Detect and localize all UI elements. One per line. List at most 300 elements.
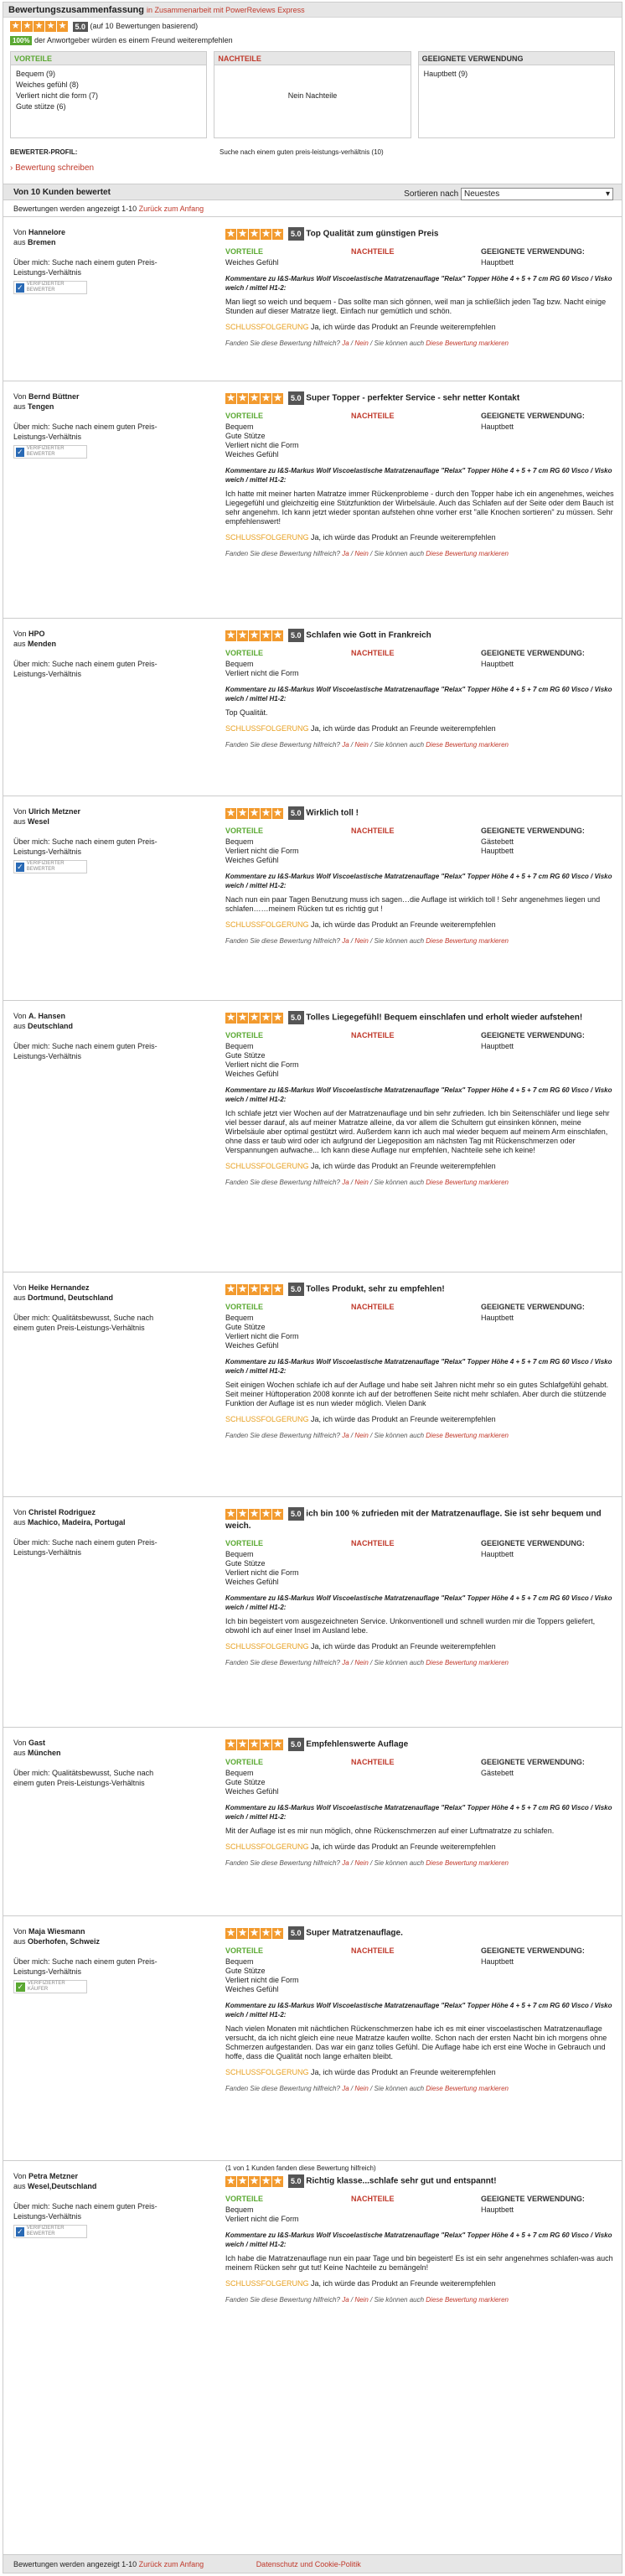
review-pro-item: Bequem — [225, 2205, 254, 2214]
review-use-item: Gästebett — [481, 837, 514, 846]
helpful-yes-link[interactable]: Ja — [342, 741, 349, 749]
summary-based-on: (auf 10 Bewertungen basierend) — [90, 21, 199, 30]
reviewer-name-value: Bernd Büttner — [28, 392, 80, 401]
review-title-row — [225, 227, 615, 241]
von-label: Von — [13, 2172, 29, 2180]
review-use-header: GEEIGNETE VERWENDUNG: — [481, 247, 585, 256]
flag-review-link[interactable]: Diese Bewertung markieren — [426, 550, 509, 557]
star-icon: ★ — [226, 2175, 235, 2186]
flag-review-link[interactable]: Diese Bewertung markieren — [426, 339, 509, 347]
summary-stars — [10, 21, 68, 32]
review-pro-item: Gute Stütze — [225, 1778, 266, 1786]
helpful-row: Fanden Sie diese Bewertung hilfreich? Ja / Nein / Sie können auch Diese Bewertung markieren — [225, 937, 509, 945]
aus-label: aus — [13, 817, 28, 826]
sort-control — [404, 186, 613, 203]
reviewer-info — [13, 1738, 164, 1788]
review-conclusion — [225, 1415, 615, 1424]
star-icon: ★ — [261, 1012, 271, 1023]
review-conclusion — [225, 533, 615, 542]
review-score: 5.0 — [288, 806, 304, 820]
star-icon: ★ — [261, 228, 271, 239]
helpful-no-link[interactable]: Nein — [354, 1432, 369, 1439]
von-label: Von — [13, 630, 29, 638]
review-comment-heading: Kommentare zu I&S-Markus Wolf Viscoelastische Matratzenauflage "Relax" Topper Höhe 4 + 5 + 7 cm RG 60 Visco / Visko weich / mittel H1-2: — [225, 2002, 612, 2019]
reviewer-location — [13, 402, 164, 412]
helpful-no-link[interactable]: Nein — [354, 1859, 369, 1867]
star-icon: ★ — [46, 21, 55, 31]
helpful-row: Fanden Sie diese Bewertung hilfreich? Ja / Nein / Sie können auch Diese Bewertung markieren — [225, 741, 509, 749]
review-cons — [351, 1303, 481, 1350]
profile-value: Suche nach einem guten preis-leistungs-verhältnis (10) — [220, 148, 384, 156]
review-stars — [225, 1013, 283, 1024]
star-icon: ★ — [226, 1739, 235, 1749]
reviewer-location-value: Menden — [28, 640, 57, 648]
reviewer-info — [13, 1283, 164, 1333]
review-pro-item: Weiches Gefühl — [225, 1787, 279, 1796]
review-pros-header: VORTEILE — [225, 1031, 264, 1039]
reviewer-name — [13, 629, 164, 639]
reviewer-info — [13, 1507, 164, 1558]
use-list — [419, 65, 614, 83]
review-use-header: GEEIGNETE VERWENDUNG: — [481, 827, 585, 835]
flag-review-link[interactable]: Diese Bewertung markieren — [426, 937, 509, 945]
helpful-no-link[interactable]: Nein — [354, 741, 369, 749]
review-pro-item: Bequem — [225, 1550, 254, 1558]
review-pros-header: VORTEILE — [225, 412, 264, 420]
helpful-no-link[interactable]: Nein — [354, 1659, 369, 1666]
review-pro-item: Verliert nicht die Form — [225, 1060, 299, 1069]
review-text: Ich bin begeistert vom ausgezeichneten Service. Unkonventionell und schnell wurden mir die Toppers geliefert, obwohl ich auf einer Insel im Ausland lebe. — [225, 1617, 596, 1635]
star-icon: ★ — [226, 228, 235, 239]
review-stars — [225, 393, 283, 404]
helpful-yes-link[interactable]: Ja — [342, 339, 349, 347]
review-comment-heading: Kommentare zu I&S-Markus Wolf Viscoelastische Matratzenauflage "Relax" Topper Höhe 4 + 5 + 7 cm RG 60 Visco / Visko weich / mittel H1-2: — [225, 686, 612, 702]
review-stars — [225, 630, 283, 641]
star-icon: ★ — [250, 1508, 259, 1519]
helpful-yes-link[interactable]: Ja — [342, 1179, 349, 1186]
pros-item: Gute stütze (6) — [16, 102, 66, 111]
reviewer-profile-text: Über mich: Suche nach einem guten Preis-Leistungs-Verhältnis — [13, 837, 158, 856]
helpful-yes-link[interactable]: Ja — [342, 1432, 349, 1439]
review-pro-item: Bequem — [225, 660, 254, 668]
review-text: Ich hatte mit meiner harten Matratze immer Rückenprobleme - durch den Topper habe ich ein angenehmes, weiches Liegegefühl und gleichzeitig eine Stützfunktion der Wirbelsäule. Auch das Schlafen auf der Seite oder dem Bauch ist sehr angenehm. Ich kann jetzt wieder spontan aufstehen ohne vorher erst "alle Knochen sortieren" zu müssen. Sehr empfehlenswert! — [225, 490, 614, 526]
helpful-no-link[interactable]: Nein — [354, 2085, 369, 2092]
reviewer-profile-text: Über mich: Suche nach einem guten Preis-Leistungs-Verhältnis — [13, 422, 158, 441]
star-icon: ★ — [273, 1739, 282, 1749]
star-icon: ★ — [250, 1283, 259, 1294]
review-score: 5.0 — [288, 227, 304, 241]
conclusion-text: Ja, ich würde das Produkt an Freunde weiterempfehlen — [311, 1642, 496, 1651]
reviewer-location — [13, 639, 164, 649]
helpful-row: Fanden Sie diese Bewertung hilfreich? Ja / Nein / Sie können auch Diese Bewertung markieren — [225, 1179, 509, 1186]
star-icon: ★ — [250, 807, 259, 818]
review-pro-item: Verliert nicht die Form — [225, 2215, 299, 2223]
conclusion-label: SCHLUSSFOLGERUNG — [225, 1843, 309, 1851]
review-comment-heading: Kommentare zu I&S-Markus Wolf Viscoelastische Matratzenauflage "Relax" Topper Höhe 4 + 5 + 7 cm RG 60 Visco / Visko weich / mittel H1-2: — [225, 1594, 612, 1611]
flag-prefix: Sie können auch — [374, 1432, 426, 1439]
helpful-no-link[interactable]: Nein — [354, 1179, 369, 1186]
sort-label: Sortieren nach — [404, 189, 459, 199]
von-label: Von — [13, 392, 29, 401]
review-title: Super Matratzenauflage. — [306, 1928, 403, 1938]
aus-label: aus — [13, 1749, 28, 1757]
star-icon: ★ — [23, 21, 32, 31]
reviewer-name-value: Gast — [28, 1739, 46, 1747]
review-stars — [225, 2176, 283, 2187]
check-icon: ✓ — [17, 2226, 23, 2236]
star-icon: ★ — [238, 630, 247, 640]
helpful-row: Fanden Sie diese Bewertung hilfreich? Ja / Nein / Sie können auch Diese Bewertung markieren — [225, 339, 509, 347]
star-icon: ★ — [250, 1739, 259, 1749]
conclusion-label: SCHLUSSFOLGERUNG — [225, 2279, 309, 2288]
review-cons — [351, 2195, 481, 2224]
reviewer-name — [13, 1283, 164, 1293]
review-item — [3, 1272, 622, 1496]
star-icon: ★ — [238, 1739, 247, 1749]
von-label: Von — [13, 228, 29, 236]
review-pro-item: Verliert nicht die Form — [225, 669, 299, 677]
review-score: 5.0 — [288, 391, 304, 405]
flag-prefix: Sie können auch — [374, 550, 426, 557]
review-pros — [225, 1758, 351, 1796]
review-use-item: Hauptbett — [481, 1957, 514, 1966]
review-item — [3, 1915, 622, 2160]
review-title: Top Qualität zum günstigen Preis — [306, 229, 439, 239]
review-uses — [481, 2195, 615, 2224]
star-icon: ★ — [273, 1012, 282, 1023]
review-pro-item: Verliert nicht die Form — [225, 1568, 299, 1577]
reviewer-location-value: Tengen — [28, 402, 54, 411]
helpful-row: Fanden Sie diese Bewertung hilfreich? Ja / Nein / Sie können auch Diese Bewertung markieren — [225, 2085, 509, 2092]
review-item — [3, 796, 622, 1000]
reviewer-name-value: HPO — [28, 630, 45, 638]
review-pro-item: Weiches Gefühl — [225, 856, 279, 864]
review-title: Tolles Liegegefühl! Bequem einschlafen und erholt wieder aufstehen! — [306, 1013, 583, 1023]
review-title-row — [225, 2174, 615, 2188]
reviewer-location — [13, 1021, 164, 1031]
flag-review-link[interactable]: Diese Bewertung markieren — [426, 1659, 509, 1666]
review-cons-header: NACHTEILE — [351, 1946, 395, 1955]
review-use-item: Hauptbett — [481, 660, 514, 668]
star-icon: ★ — [261, 1739, 271, 1749]
review-item — [3, 2160, 622, 2366]
flag-review-link[interactable]: Diese Bewertung markieren — [426, 1179, 509, 1186]
conclusion-text: Ja, ich würde das Produkt an Freunde weiterempfehlen — [311, 323, 496, 331]
review-cons — [351, 1946, 481, 1994]
review-title-row — [225, 1283, 615, 1296]
star-icon: ★ — [238, 392, 247, 403]
footer-back-link[interactable]: Zurück zum Anfang — [138, 2560, 204, 2568]
review-item — [3, 1000, 622, 1272]
review-comment-heading: Kommentare zu I&S-Markus Wolf Viscoelastische Matratzenauflage "Relax" Topper Höhe 4 + 5 + 7 cm RG 60 Visco / Visko weich / mittel H1-2: — [225, 1086, 612, 1103]
reviewer-location-value: Oberhofen, Schweiz — [28, 1937, 101, 1946]
review-pros-header: VORTEILE — [225, 2195, 264, 2203]
review-pro-item: Weiches Gefühl — [225, 450, 279, 459]
write-review-link[interactable]: Bewertung schreiben — [15, 163, 95, 173]
review-attributes — [225, 827, 615, 865]
star-icon: ★ — [226, 1508, 235, 1519]
review-pros-header: VORTEILE — [225, 1758, 264, 1766]
flag-review-link[interactable]: Diese Bewertung markieren — [426, 1432, 509, 1439]
pros-item: Bequem (9) — [16, 70, 56, 78]
flag-prefix: Sie können auch — [374, 2296, 426, 2304]
reviewer-name — [13, 2171, 164, 2181]
pager-top — [3, 200, 622, 217]
review-pro-item: Verliert nicht die Form — [225, 847, 299, 855]
star-icon: ★ — [273, 1283, 282, 1294]
helpful-yes-link[interactable]: Ja — [342, 1859, 349, 1867]
von-label: Von — [13, 1012, 29, 1020]
review-comment-heading: Kommentare zu I&S-Markus Wolf Viscoelastische Matratzenauflage "Relax" Topper Höhe 4 + 5 + 7 cm RG 60 Visco / Visko weich / mittel H1-2: — [225, 1358, 612, 1375]
reviewer-location-value: Deutschland — [28, 1022, 74, 1030]
review-text: Seit einigen Wochen schlafe ich auf der Auflage und habe seit Jahren nicht mehr so ein gutes Schlafgefühl gehabt. Seit meiner Hüftoperation 2008 konnte ich auf der betroffenen Seite nicht mehr schlafen. Aber durch die stützende Funktion der Auflage ist es nun wieder möglich. Vielen Dank — [225, 1381, 609, 1407]
helpful-question: Fanden Sie diese Bewertung hilfreich? — [225, 741, 343, 749]
star-icon: ★ — [226, 1927, 235, 1938]
helpful-no-link[interactable]: Nein — [354, 2296, 369, 2304]
reviewer-name — [13, 806, 164, 816]
review-pros-header: VORTEILE — [225, 247, 264, 256]
review-body — [225, 1738, 615, 1868]
aus-label: aus — [13, 1022, 28, 1030]
star-icon: ★ — [250, 2175, 259, 2186]
star-icon: ★ — [226, 392, 235, 403]
review-title-row — [225, 1011, 615, 1024]
von-label: Von — [13, 1739, 29, 1747]
reviewer-profile-text: Über mich: Suche nach einem guten Preis-Leistungs-Verhältnis — [13, 1042, 158, 1060]
review-comment-heading: Kommentare zu I&S-Markus Wolf Viscoelastische Matratzenauflage "Relax" Topper Höhe 4 + 5 + 7 cm RG 60 Visco / Visko weich / mittel H1-2: — [225, 1804, 612, 1821]
sort-bar — [3, 184, 622, 200]
reviewer-location — [13, 1517, 164, 1527]
helpful-question: Fanden Sie diese Bewertung hilfreich? — [225, 1179, 343, 1186]
reviewer-profile-text: Über mich: Suche nach einem guten Preis-Leistungs-Verhältnis — [13, 1957, 158, 1976]
helpful-yes-link[interactable]: Ja — [342, 2085, 349, 2092]
review-conclusion — [225, 1843, 615, 1852]
review-item — [3, 217, 622, 381]
helpful-row: Fanden Sie diese Bewertung hilfreich? Ja / Nein / Sie können auch Diese Bewertung markieren — [225, 1859, 509, 1867]
pros-item: Weiches gefühl (8) — [16, 80, 79, 89]
star-icon: ★ — [261, 1508, 271, 1519]
conclusion-text: Ja, ich würde das Produkt an Freunde weiterempfehlen — [311, 920, 496, 929]
star-icon: ★ — [238, 807, 247, 818]
flag-review-link[interactable]: Diese Bewertung markieren — [426, 2296, 509, 2304]
reviewer-location-value: Bremen — [28, 238, 56, 246]
review-pros-header: VORTEILE — [225, 649, 264, 657]
flag-review-link[interactable]: Diese Bewertung markieren — [426, 1859, 509, 1867]
summary-score: 5.0 — [73, 22, 89, 32]
review-uses — [481, 412, 615, 459]
review-cons — [351, 412, 481, 459]
review-list — [3, 217, 622, 2366]
pros-header: VORTEILE — [11, 52, 206, 65]
review-cons — [351, 827, 481, 865]
flag-prefix: Sie können auch — [374, 937, 426, 945]
review-use-item: Hauptbett — [481, 258, 514, 267]
von-label: Von — [13, 1927, 29, 1936]
conclusion-text: Ja, ich würde das Produkt an Freunde weiterempfehlen — [311, 1162, 496, 1170]
star-icon: ★ — [238, 1508, 247, 1519]
star-icon: ★ — [58, 21, 67, 31]
helpful-row: Fanden Sie diese Bewertung hilfreich? Ja / Nein / Sie können auch Diese Bewertung markieren — [225, 2296, 509, 2304]
conclusion-text: Ja, ich würde das Produkt an Freunde weiterempfehlen — [311, 2068, 496, 2076]
helpful-yes-link[interactable]: Ja — [342, 2296, 349, 2304]
review-cons — [351, 247, 481, 267]
conclusion-label: SCHLUSSFOLGERUNG — [225, 920, 309, 929]
helpful-yes-link[interactable]: Ja — [342, 937, 349, 945]
review-text: Ich habe die Matratzenauflage nun ein paar Tage und bin begeistert! Es ist ein sehr angenehmes schlafen-was auch meinem Rücken sehr gut tut! Keine Nachteile zu bemängeln! — [225, 2254, 613, 2272]
reviewer-name-value: Maja Wiesmann — [28, 1927, 85, 1936]
privacy-link[interactable]: Datenschutz und Cookie-Politik — [256, 2560, 361, 2568]
review-pro-item: Bequem — [225, 422, 254, 431]
verified-badge — [13, 445, 87, 459]
verified-badge-label: VERIFIZIERTER BEWERTER — [26, 2226, 65, 2237]
helpful-yes-link[interactable]: Ja — [342, 1659, 349, 1666]
review-attributes — [225, 247, 615, 267]
conclusion-text: Ja, ich würde das Produkt an Freunde weiterempfehlen — [311, 1415, 496, 1423]
summary-note: in Zusammenarbeit mit PowerReviews Express — [147, 6, 305, 14]
reviewer-info — [13, 629, 164, 679]
aus-label: aus — [13, 1937, 28, 1946]
reviewer-location — [13, 1748, 164, 1758]
review-attributes — [225, 1946, 615, 1994]
review-comment-heading: Kommentare zu I&S-Markus Wolf Viscoelastische Matratzenauflage "Relax" Topper Höhe 4 + 5 + 7 cm RG 60 Visco / Visko weich / mittel H1-2: — [225, 873, 612, 889]
cons-column — [214, 51, 411, 138]
reviewer-location-value: Machico, Madeira, Portugal — [28, 1518, 126, 1526]
reviewer-info — [13, 2171, 164, 2238]
verified-badge-label: VERIFIZIERTER BEWERTER — [26, 446, 65, 457]
review-use-header: GEEIGNETE VERWENDUNG: — [481, 412, 585, 420]
reviewer-profile-text: Über mich: Suche nach einem guten Preis-Leistungs-Verhältnis — [13, 2202, 158, 2221]
review-title-row — [225, 629, 615, 642]
verified-badge — [13, 281, 87, 294]
conclusion-label: SCHLUSSFOLGERUNG — [225, 1415, 309, 1423]
review-use-item: Hauptbett — [481, 1550, 514, 1558]
reviewer-profile-text: Über mich: Qualitätsbewusst, Suche nach einem guten Preis-Leistungs-Verhältnis — [13, 1769, 154, 1787]
review-text: Mit der Auflage ist es mir nun möglich, ohne Rückenschmerzen auf einer Luftmatratze zu schlafen. — [225, 1827, 555, 1835]
review-body — [225, 1926, 615, 2093]
review-pros — [225, 827, 351, 865]
review-uses — [481, 1303, 615, 1350]
conclusion-label: SCHLUSSFOLGERUNG — [225, 1162, 309, 1170]
star-icon: ★ — [261, 630, 271, 640]
review-conclusion — [225, 724, 615, 733]
review-use-item: Hauptbett — [481, 847, 514, 855]
review-conclusion — [225, 323, 615, 332]
back-to-top-link[interactable]: Zurück zum Anfang — [138, 205, 204, 213]
helpful-question: Fanden Sie diese Bewertung hilfreich? — [225, 937, 343, 945]
recommend-percent: 100% — [10, 36, 32, 45]
helpful-yes-link[interactable]: Ja — [342, 550, 349, 557]
review-uses — [481, 1539, 615, 1587]
review-pros — [225, 412, 351, 459]
reviewer-name — [13, 1926, 164, 1936]
verified-badge-label: VERIFIZIERTER BEWERTER — [26, 861, 65, 872]
reviewer-name — [13, 1011, 164, 1021]
helpful-no-link[interactable]: Nein — [354, 937, 369, 945]
review-use-item: Gästebett — [481, 1769, 514, 1777]
review-body — [225, 1507, 615, 1667]
write-review-row — [3, 162, 622, 184]
review-pro-item: Gute Stütze — [225, 1323, 266, 1331]
aus-label: aus — [13, 238, 28, 246]
helpful-question: Fanden Sie diese Bewertung hilfreich? — [225, 1859, 343, 1867]
conclusion-text: Ja, ich würde das Produkt an Freunde weiterempfehlen — [311, 724, 496, 733]
review-cons-header: NACHTEILE — [351, 827, 395, 835]
summary-header — [3, 3, 622, 18]
helpful-row: Fanden Sie diese Bewertung hilfreich? Ja / Nein / Sie können auch Diese Bewertung markieren — [225, 1432, 509, 1439]
review-attributes — [225, 1031, 615, 1079]
review-cons — [351, 1758, 481, 1796]
review-use-item: Hauptbett — [481, 2205, 514, 2214]
review-stars — [225, 1739, 283, 1750]
recommend-text: der Anwortgeber würden es einem Freund weiterempfehlen — [34, 36, 233, 44]
review-title: Super Topper - perfekter Service - sehr netter Kontakt — [306, 393, 520, 403]
aus-label: aus — [13, 1518, 28, 1526]
conclusion-text: Ja, ich würde das Produkt an Freunde weiterempfehlen — [311, 533, 496, 542]
use-header: GEEIGNETE VERWENDUNG — [419, 52, 614, 65]
reviewer-name-value: Heike Hernandez — [28, 1283, 90, 1292]
cons-header: NACHTEILE — [214, 52, 410, 65]
review-text: Ich schlafe jetzt vier Wochen auf der Matratzenauflage und bin sehr zufrieden. Ich bin Seitenschläfer und liege sehr viel besser darauf, als auf meiner Matratze alleine, da vor allem die Schultern gut einsinken können, meine Wirbelsäule aber optimal gestützt wird. Außerdem kann ich auch mal wieder bequem auf meinem Arm einschlafen, ohne dass er taub wird oder ich aufgrund der Liegeposition am nächsten Tag mit Rückenschmerzen oder Verspannungen aufwache... Ich kann diese Auflage nur empfehlen, Nachteile sehe ich keine! — [225, 1109, 610, 1154]
reviewer-name — [13, 227, 164, 237]
conclusion-label: SCHLUSSFOLGERUNG — [225, 1642, 309, 1651]
reviewer-name-value: A. Hansen — [28, 1012, 66, 1020]
verified-badge-label: VERIFIZIERTER BEWERTER — [26, 282, 65, 293]
review-use-header: GEEIGNETE VERWENDUNG: — [481, 1303, 585, 1311]
review-pro-item: Weiches Gefühl — [225, 1341, 279, 1350]
review-score: 5.0 — [288, 2174, 304, 2188]
pager-text: Bewertungen werden angezeigt 1-10 — [13, 205, 137, 213]
helpful-no-link[interactable]: Nein — [354, 339, 369, 347]
footer-pager-text: Bewertungen werden angezeigt 1-10 — [13, 2560, 137, 2568]
review-pro-item: Bequem — [225, 1769, 254, 1777]
star-icon: ★ — [226, 1012, 235, 1023]
review-stars — [225, 1928, 283, 1939]
star-icon: ★ — [273, 228, 282, 239]
reviewer-name — [13, 1738, 164, 1748]
review-title: Schlafen wie Gott in Frankreich — [306, 630, 431, 640]
reviewer-name-value: Christel Rodriguez — [28, 1508, 96, 1516]
von-label: Von — [13, 1283, 29, 1292]
star-icon: ★ — [261, 807, 271, 818]
star-icon: ★ — [238, 2175, 247, 2186]
reviewer-profile-text: Über mich: Suche nach einem guten Preis-Leistungs-Verhältnis — [13, 1538, 158, 1557]
review-item — [3, 1496, 622, 1727]
sort-select[interactable]: Neuestes ▾ — [461, 188, 613, 200]
flag-prefix: Sie können auch — [374, 339, 426, 347]
reviewer-location — [13, 816, 164, 827]
star-icon: ★ — [273, 392, 282, 403]
star-icon: ★ — [261, 1283, 271, 1294]
conclusion-label: SCHLUSSFOLGERUNG — [225, 2068, 309, 2076]
reviewer-location-value: München — [28, 1749, 61, 1757]
review-body — [225, 2164, 615, 2304]
flag-review-link[interactable]: Diese Bewertung markieren — [426, 2085, 509, 2092]
star-icon: ★ — [273, 630, 282, 640]
star-icon: ★ — [261, 1927, 271, 1938]
review-use-header: GEEIGNETE VERWENDUNG: — [481, 1758, 585, 1766]
summary-recommend — [3, 36, 622, 51]
verified-badge-label: VERIFIZIERTER KÄUFER — [27, 1981, 65, 1992]
star-icon: ★ — [226, 807, 235, 818]
review-score: 5.0 — [288, 629, 304, 642]
rated-by: Von 10 Kunden bewertet — [13, 188, 111, 197]
reviewer-profile — [3, 138, 622, 162]
flag-review-link[interactable]: Diese Bewertung markieren — [426, 741, 509, 749]
review-conclusion — [225, 1162, 615, 1171]
helpful-no-link[interactable]: Nein — [354, 550, 369, 557]
review-attributes — [225, 2195, 615, 2224]
use-item: Hauptbett (9) — [423, 70, 468, 78]
